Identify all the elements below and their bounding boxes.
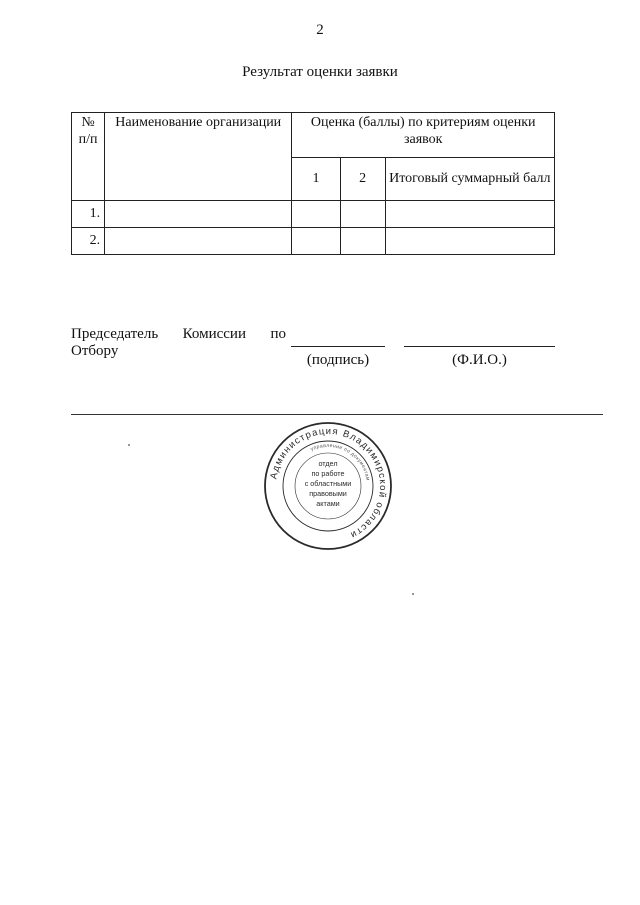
row-criterion-1 <box>292 228 340 255</box>
scan-speck <box>128 444 130 446</box>
stamp-center-line: с областными <box>304 479 352 488</box>
header-number: № п/п <box>72 113 105 201</box>
header-criteria-group: Оценка (баллы) по критериям оценки заявок <box>292 113 555 158</box>
document-title: Результат оценки заявки <box>242 64 398 80</box>
chairman-word: по <box>270 326 286 342</box>
header-criterion-1: 1 <box>292 158 340 201</box>
separator-line <box>71 414 603 415</box>
header-organization: Наименование организации <box>105 113 292 201</box>
table-row <box>72 201 555 228</box>
row-total <box>385 228 554 255</box>
row-organization <box>105 228 292 255</box>
stamp-outer-text: Администрация Владимирской области <box>268 425 389 541</box>
signature-line <box>291 346 385 347</box>
name-line <box>404 346 555 347</box>
stamp-center-line: правовыми <box>309 489 347 498</box>
row-number: 1. <box>72 201 105 228</box>
scan-speck <box>412 593 414 595</box>
stamp-center-line: отдел <box>318 459 338 468</box>
row-total <box>385 201 554 228</box>
row-criterion-2 <box>340 201 385 228</box>
score-table <box>71 112 555 255</box>
row-criterion-1 <box>292 201 340 228</box>
row-number: 2. <box>72 228 105 255</box>
signature-caption: (подпись) <box>306 352 370 368</box>
header-criterion-2: 2 <box>340 158 385 201</box>
stamp-center-line: актами <box>316 499 340 508</box>
stamp-inner-arc-text: управление по документам <box>309 442 371 482</box>
chairman-word: Председатель <box>71 326 159 342</box>
table-header-row <box>72 113 555 158</box>
page-number: 2 <box>316 22 324 38</box>
chairman-line-2: Отбору <box>71 343 119 359</box>
header-total: Итоговый суммарный балл <box>385 158 554 201</box>
stamp-center-line: по работе <box>311 469 345 478</box>
row-organization <box>105 201 292 228</box>
chairman-line-1 <box>71 326 286 343</box>
row-criterion-2 <box>340 228 385 255</box>
official-stamp <box>263 421 393 551</box>
table-row <box>72 228 555 255</box>
name-caption: (Ф.И.О.) <box>452 352 507 368</box>
chairman-label <box>71 326 286 360</box>
chairman-word: Комиссии <box>182 326 246 342</box>
